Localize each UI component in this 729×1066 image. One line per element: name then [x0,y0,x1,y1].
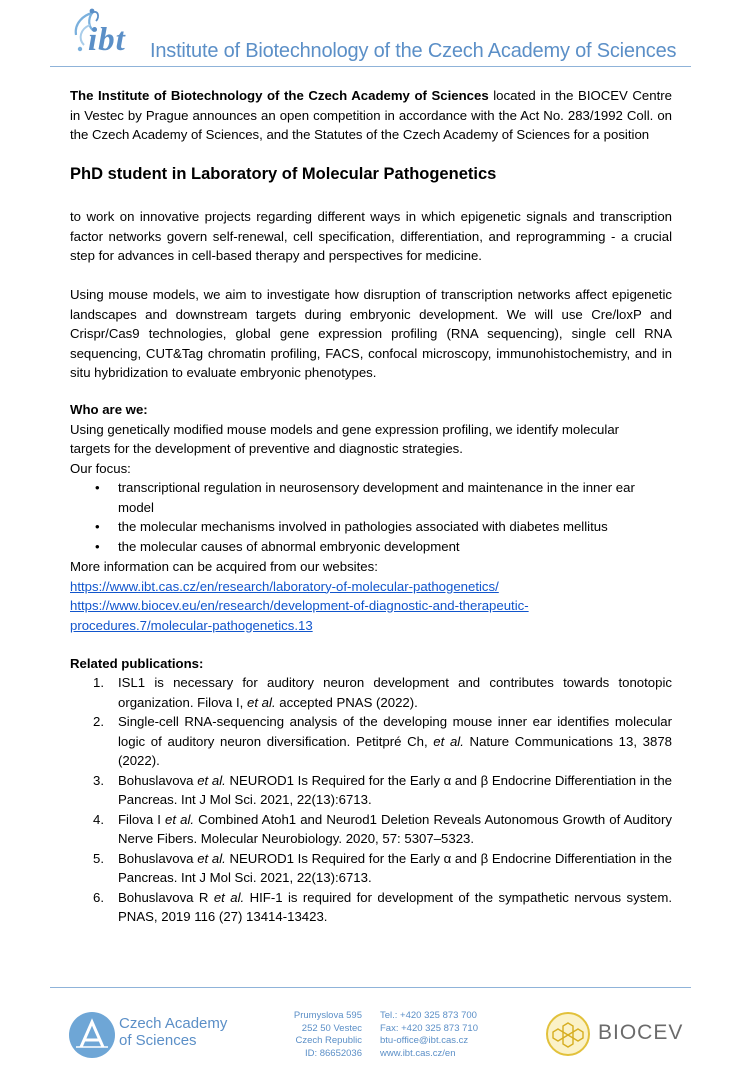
list-item: 5. Bohuslavova et al. NEUROD1 Is Required for the Early α and β Endocrine Differentiation in the Pancreas. Int J Mol Sci. 2021, 22(13):6713. [93,850,672,885]
institute-name: The Institute of Biotechnology of the Czech Academy of Sciences [70,88,489,103]
focus-label: Our focus: [70,460,131,476]
intro-text: located in the BIOCEV Centre in Vestec by Prague announces an open competition in accordance with the Act No. 283/1992 Coll. on the Czech Academy of Sciences, and the Statutes of the Czech Academy of Sciences for a position [70,88,672,142]
header-title: Institute of Biotechnology of the Czech Academy of Sciences [150,40,677,62]
footer-rule [50,987,691,988]
bullet-icon: • [95,538,100,554]
list-item: 1. ISL1 is necessary for auditory neuron development and contributes towards tonotopic organization. Filova I, et al. accepted PNAS (2022). [93,675,672,710]
bullet-icon: • [95,519,100,534]
ibt-lab-link[interactable]: https://www.ibt.cas.cz/en/research/laboratory-of-molecular-pathogenetics/ [70,578,499,594]
cas-logo-icon [68,1011,116,1059]
more-info-block [70,557,672,635]
list-item: 6. Bohuslavova R et al. HIF-1 is required for development of the sympathetic nervous system. PNAS, 2019 116 (27) 13414-13423. [93,889,672,924]
paragraph-projects: to work on innovative projects regarding different ways in which epigenetic signals and transcription factor networks govern self-renewal, cell specification, differentiation, and reprogramming - a crucial step for advances in cell-based therapy and perspectives for medicine. [70,209,672,263]
bullet-icon: • [95,480,100,495]
biocev-logo [545,1011,591,1057]
who-text: Using genetically modified mouse models and gene expression profiling, we identify molecular targets for the development of preventive and diagnostic strategies. [70,421,620,456]
publications-list [93,673,672,927]
publications-heading: Related publications: [70,656,204,671]
cas-name: Czech Academy of Sciences [119,1015,228,1049]
focus-list [95,478,672,556]
footer-contact: Tel.: +420 325 873 700 Fax: +420 325 873 710 btu-office@ibt.cas.cz www.ibt.cas.cz/en [380,1010,490,1060]
list-item: • the molecular mechanisms involved in pathologies associated with diabetes mellitus [95,517,672,537]
who-section [70,400,635,478]
more-info-text: More information can be acquired from our websites: [70,559,378,574]
biocev-lab-link-cont[interactable]: procedures.7/molecular-pathogenetics.13 [70,617,313,633]
biocev-lab-link[interactable]: https://www.biocev.eu/en/research/development-of-diagnostic-and-therapeutic- [70,598,529,613]
intro-paragraph [70,86,672,145]
who-heading: Who are we: [70,402,148,417]
cas-logo [68,1011,116,1059]
paragraph-methods: Using mouse models, we aim to investigate how disruption of transcription networks affect epigenetic landscapes and downstream targets during embryonic development. We will use Cre/loxP and Crispr/Cas9 technologies, global gene expression profiling (RNA sequencing), single cell RNA sequencing, CUT&Tag chromatin profiling, FACS, confocal microscopy, immunohistochemistry, and in situ hybridization to evaluate embryonic phenotypes. [70,287,672,380]
office-email: btu-office@ibt.cas.cz [380,1035,469,1046]
biocev-name: BIOCEV [598,1021,684,1044]
list-item: • transcriptional regulation in neurosensory development and maintenance in the inner ear model [95,480,635,515]
footer-address: Prumyslova 595 252 50 Vestec Czech Republic ID: 86652036 [293,1010,362,1059]
header-rule [50,66,691,67]
list-item: 3. Bohuslavova et al. NEUROD1 Is Required for the Early α and β Endocrine Differentiation in the Pancreas. Int J Mol Sci. 2021, 22(13):6713. [93,772,672,807]
list-item: 2. Single-cell RNA-sequencing analysis of the developing mouse inner ear identifies molecular logic of auditory neuron diversification. Petitpré Ch, et al. Nature Communications 13, 3878 (2022). [93,714,672,768]
position-title: PhD student in Laboratory of Molecular Pathogenetics [70,165,497,183]
list-item: 4. Filova I et al. Combined Atoh1 and Neurod1 Deletion Reveals Autonomous Growth of Auditory Nerve Fibers. Molecular Neurobiology. 2020, 57: 5307–5323. [93,811,672,846]
biocev-logo-icon [545,1011,591,1057]
website: www.ibt.cas.cz/en [380,1047,456,1059]
list-item: • the molecular causes of abnormal embryonic development [95,537,672,557]
ibt-logo-text: ibt [88,22,126,58]
